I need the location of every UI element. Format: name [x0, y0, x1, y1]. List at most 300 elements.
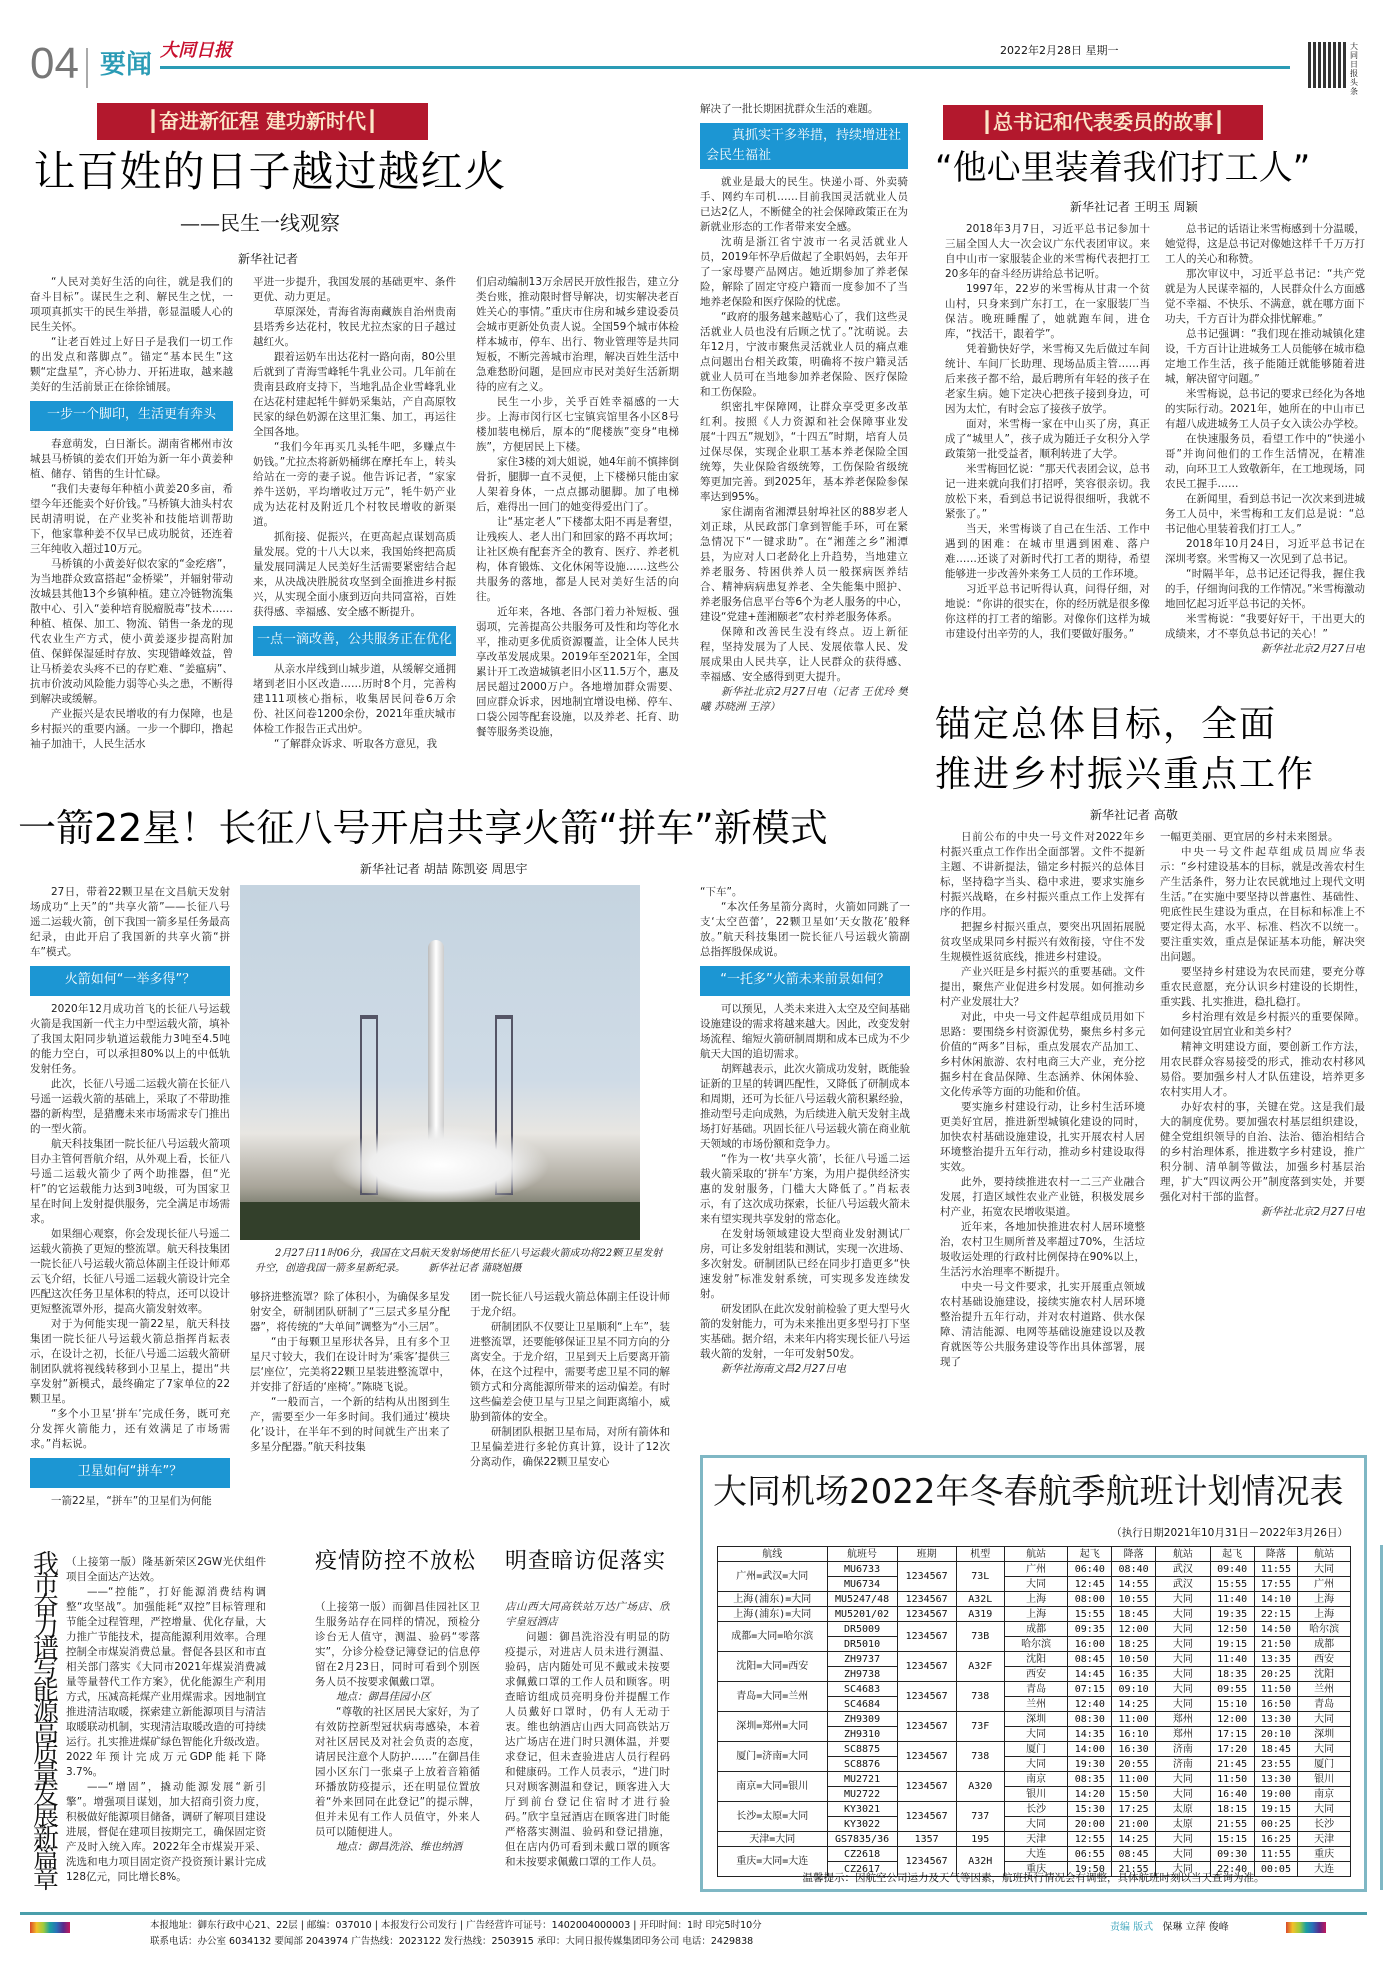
departure-cell: 09:40	[1210, 1562, 1254, 1577]
byline: 新华社记者 王明玉 周颖	[1070, 200, 1198, 214]
qr-code-icon[interactable]	[1308, 42, 1346, 88]
flight-table	[717, 1546, 1351, 1877]
station-cell: 成都	[1298, 1637, 1351, 1652]
flight-number-cell: MU2721	[827, 1772, 897, 1787]
article-column	[470, 1290, 670, 1530]
paragraph: 家住3楼的刘大姐说，她4年前不慎摔倒骨折，腿脚一直不灵便，上下楼梯只能由家人架着身体，一点点挪动腿脚。加了电梯后，难得出一回门的她变得爱出门了。	[476, 456, 679, 513]
paragraph: 地点：御昌洗浴、维也纳酒	[336, 1841, 462, 1853]
footer-info: 本报地址：御东行政中心21、22层 | 邮编：037010 | 本报发行公司发行 | 广告经营许可证号：1402004000003 | 开印时间：1时 印完5时10分	[150, 1920, 762, 1931]
footer-contact: 联系电话：办公室 6034132 要闻部 2043974 广告热线：2023122 发行热线：2503915 承印：大同日报传媒集团印务公司 电话：2429838	[150, 1936, 754, 1947]
treeline	[240, 1202, 640, 1240]
arrival-cell: 00:05	[1254, 1862, 1298, 1877]
paragraph: 航天科技集团一院长征八号运载火箭项目办主管何晋航介绍，从外观上看，长征八号遥二运载火箭少了两个助推器，但“光杆”的它运载能力达到3吨级，可为国家卫星在时间上发射提供服务，完全满足市场需求。	[30, 1138, 230, 1225]
station-cell: 大同	[1004, 1577, 1068, 1592]
station-cell: 沈阳	[1298, 1667, 1351, 1682]
paragraph: 2020年12月成功首飞的长征八号运载火箭是我国新一代主力中型运载火箭，填补了我国太阳同步轨道运载能力3吨至4.5吨的能力空白，可以承担80%以上的中低轨发射任务。	[30, 1003, 230, 1075]
column-header: 航站	[1004, 1547, 1068, 1562]
color-registration-bar	[1286, 1922, 1326, 1933]
days-cell: 1234567	[897, 1607, 956, 1622]
paragraph: “我们夫妻每年种植小黄姜20多亩，希望今年还能卖个好价钱。”马桥镇大油头村农民胡清明说，在产业奖补和技能培训帮助下，他家靠种姜不仅早已成功脱贫，还连着三年纯收入超过10万元。	[30, 483, 233, 555]
subheadline: ——民生一线观察	[180, 211, 340, 235]
aircraft-cell: 195	[956, 1832, 1004, 1847]
article-column	[505, 1600, 670, 1905]
paragraph: 研制团队不仅要让卫星顺利“上车”，装进整流罩，还要能够保证卫星不同方向的分离安全。于龙介绍，卫星到天上后要离开箭体，在这个过程中，需要考虑卫星不同的解锁方式和分离能源所带来的运动偏差。有时这些偏差会使卫星与卫星之间距离缩小，威胁到箭体的安全。	[470, 1321, 670, 1423]
station-cell: 南京	[1298, 1787, 1351, 1802]
departure-cell: 19:15	[1210, 1637, 1254, 1652]
table-row	[718, 1832, 1351, 1847]
column-header: 航站	[1155, 1547, 1210, 1562]
paragraph: 沈萌是浙江省宁波市一名灵活就业人员，2019年怀孕后做起了全职妈妈，去年开了一家母婴产品网店。她近期参加了养老保险，解除了固定守疫户籍而一度参加不了当地养老保险和医疗保险的忧虑。	[700, 236, 908, 308]
arrival-cell: 18:45	[1112, 1607, 1156, 1622]
aircraft-cell: A320	[956, 1772, 1004, 1802]
paragraph: 乡村治理有效是乡村振兴的重要保障。如何建设宜居宜业和美乡村？	[1160, 1011, 1365, 1038]
paragraph: “一般而言，一个新的结构从出图到生产，需要至少一年多时间。我们通过‘模块化’设计，在半年不到的时间就生产出来了多星分配器。”航天科技集	[250, 1396, 450, 1453]
decorative-bar	[1380, 1545, 1383, 1890]
days-cell: 1234567	[897, 1562, 956, 1592]
station-cell: 大同	[1155, 1592, 1210, 1607]
paragraph: （上接第一版）隆基新荣区2GW光伏组件项目全面达产达效。	[66, 1556, 266, 1583]
paragraph: ——“控能”，打好能源消费结构调整“攻坚战”。加强能耗“双控”目标管理和节能全过程管理，严控增量、优化存量，大力推广节能技术，提高能源利用效率。合理控制全市煤炭消费总量。督促各县区和市直相关部门落实《大同市2021年煤炭消费减量等量替代工作方案》，优化能源生产利用方式，压减高耗煤产业用煤需求。因地制宜推进清洁取暖，探索建立新能源项目与清洁取暖联动机制，实现清洁取暖改造的可持续运行。扎实推进煤矿绿色智能化升级改造。2022年预计完成万元GDP能耗下降3.7%。	[66, 1586, 266, 1778]
station-cell: 长沙	[1298, 1817, 1351, 1832]
departure-cell: 17:20	[1210, 1742, 1254, 1757]
station-cell: 大同	[1155, 1652, 1210, 1667]
section-subhead: 火箭如何“一举多得”？	[30, 966, 230, 996]
rocket	[428, 940, 444, 1140]
paragraph: 团一院长征八号运载火箭总体副主任设计师于龙介绍。	[470, 1291, 670, 1318]
byline: 新华社记者 高敬	[1090, 808, 1178, 822]
station-cell: 沈阳	[1004, 1652, 1068, 1667]
paragraph: 此次，长征八号遥二运载火箭在长征八号遥一运载火箭的基础上，采取了不带助推器的新构型，是猎鹰未来市场需求专门推出的一型火箭。	[30, 1078, 230, 1135]
station-cell: 天津	[1298, 1832, 1351, 1847]
paragraph: “作为一枚‘共享火箭’，长征八号遥二运载火箭采取的‘拼车’方案，为用户提供经济实惠的发射服务，门槛大大降低了。”肖耘表示，有了这次成功探索，长征八号运载火箭未来有望实现共享发射的常态化。	[700, 1153, 910, 1225]
arrival-cell: 16:30	[1112, 1742, 1156, 1757]
station-cell: 上海	[1298, 1592, 1351, 1607]
paragraph: 从亲水岸线到山城步道，从缓解交通拥堵到老旧小区改造……历时8个月，完善构建111项核心指标，收集居民问卷6万余份、社区问卷1200余份，2021年重庆城市体检工作报告正式出炉。	[253, 663, 456, 735]
flight-number-cell: MU6733	[827, 1562, 897, 1577]
arrival-cell: 10:50	[1112, 1652, 1156, 1667]
paragraph: 凭着勤快好学，米雪梅又先后做过车间统计、车间厂长助理、现场品质主管……再后来孩子都不给，最后聘所有年轻的孩子在老家生病。她下定决心把孩子接到身边，可因为太忙，有时会忘了接孩子放学。	[945, 343, 1150, 415]
departure-cell: 14:35	[1068, 1727, 1112, 1742]
route-cell: 深圳=郑州=大同	[718, 1712, 828, 1742]
departure-cell: 08:35	[1068, 1772, 1112, 1787]
column-banner: ┃奋进新征程 建功新时代┃	[97, 103, 428, 140]
station-cell: 兰州	[1298, 1682, 1351, 1697]
station-cell: 大同	[1155, 1682, 1210, 1697]
dateline: 新华社北京2月27日电	[1260, 1206, 1365, 1218]
headline-line: 锚定总体目标，全面	[935, 704, 1278, 745]
departure-cell: 18:15	[1210, 1802, 1254, 1817]
departure-cell: 06:40	[1068, 1562, 1112, 1577]
section-subhead: 一步一个脚印，生活更有奔头	[30, 401, 233, 431]
arrival-cell: 11:50	[1254, 1682, 1298, 1697]
section-subhead: “一托多”火箭未来前景如何？	[700, 966, 910, 996]
station-cell: 大同	[1155, 1607, 1210, 1622]
departure-cell: 22:40	[1210, 1862, 1254, 1877]
station-cell: 哈尔滨	[1298, 1622, 1351, 1637]
station-cell: 上海	[1004, 1592, 1068, 1607]
arrival-cell: 14:50	[1254, 1622, 1298, 1637]
station-cell: 大同	[1155, 1847, 1210, 1862]
station-cell: 上海	[1298, 1607, 1351, 1622]
departure-cell: 11:50	[1210, 1772, 1254, 1787]
paragraph: 跟着运奶车出达花村一路向南，80公里后就到了青海雪峰牦牛乳业公司。几年前在贵南县政府支持下，当地乳品企业雪峰乳业在达花村建起牦牛鲜奶采集站，产自高原牧民家的绿色奶源在这里汇集、加工，再运往全国各地。	[253, 351, 456, 438]
flight-number-cell: ZH9310	[827, 1727, 897, 1742]
headline[interactable]: 一箭22星！长征八号开启共享火箭“拼车”新模式	[18, 806, 828, 850]
paragraph: （上接第一版）而御昌佳园社区卫生服务站存在同样的情况，预检分诊台无人值守，测温、验码“零落实”，分诊分检登记簿登记的信息停留在2月23日，同时可看到个别医务人员不按要求佩戴口罩。	[315, 1601, 480, 1688]
departure-cell: 14:20	[1068, 1787, 1112, 1802]
route-cell: 南京=大同=银川	[718, 1772, 828, 1802]
paragraph: “下车”。	[700, 886, 743, 898]
station-cell: 哈尔滨	[1004, 1637, 1068, 1652]
paragraph: 1997年，22岁的米雪梅从甘肃一个贫山村，只身来到广东打工，在一家服装厂当保洁。晚班睡醒了，她就跑车间，进仓库，“找活干，跟着学”。	[945, 283, 1150, 340]
dateline: 新华社北京2月27日电（记者 王优玲 樊曦 苏晓洲 王淳）	[700, 686, 908, 713]
article-column	[476, 275, 679, 765]
paragraph: 抓衔接、促振兴，在更高起点谋划高质量发展。党的十八大以来，我国始终把高质量发展同满足人民美好生活需要紧密结合起来，从决战决胜脱贫攻坚到全面推进乡村振兴，从实现全面小康到迈向共同富裕，百姓获得感、幸福感、安全感不断提升。	[253, 531, 456, 618]
departure-cell: 20:00	[1068, 1817, 1112, 1832]
station-cell: 大同	[1298, 1712, 1351, 1727]
header-rule	[160, 66, 1290, 69]
column-banner: ┃总书记和代表委员的故事┃	[943, 105, 1263, 140]
caption-text: 2月27日11时06分，我国在文昌航天发射场使用长征八号运载火箭成功将22颗卫星发射升空，创造我国一箭多星新纪录。	[255, 1248, 663, 1274]
station-cell: 太原	[1155, 1802, 1210, 1817]
flight-number-cell: SC4683	[827, 1682, 897, 1697]
article-column	[940, 830, 1145, 1395]
departure-cell: 15:30	[1068, 1802, 1112, 1817]
station-cell: 南京	[1004, 1772, 1068, 1787]
headline-right[interactable]: 明查暗访促落实	[505, 1549, 667, 1574]
paragraph: “人民对美好生活的向往，就是我们的奋斗目标”。谋民生之利、解民生之忧，一项项真抓实干的民生举措，彰显温暖人心的民生关怀。	[30, 276, 233, 333]
column-header: 机型	[956, 1547, 1004, 1562]
arrival-cell: 17:25	[1112, 1802, 1156, 1817]
section-subhead: 卫星如何“拼车”？	[30, 1458, 230, 1488]
article-column	[253, 275, 456, 765]
column-header: 降落	[1254, 1547, 1298, 1562]
flight-schedule-box	[700, 1455, 1367, 1892]
aircraft-cell: 73F	[956, 1712, 1004, 1742]
aircraft-cell: 73L	[956, 1562, 1004, 1592]
departure-cell: 12:45	[1068, 1577, 1112, 1592]
table-row	[718, 1592, 1351, 1607]
byline: 新华社记者	[238, 252, 299, 266]
departure-cell: 11:40	[1210, 1592, 1254, 1607]
paragraph: 一箭22星，“拼车”的卫星们为何能	[51, 1495, 212, 1507]
departure-cell: 09:55	[1210, 1682, 1254, 1697]
column-header: 航线	[718, 1547, 828, 1562]
table-row	[718, 1847, 1351, 1862]
column-header: 起飞	[1068, 1547, 1112, 1562]
arrival-cell: 22:15	[1254, 1607, 1298, 1622]
flight-number-cell: CZ2617	[827, 1862, 897, 1877]
paragraph: 问题：御昌洗浴没有明显的防疫提示，对进店人员未进行测温、验码，店内随处可见不戴或未按要求佩戴口罩的工作人员和顾客。明查暗访组成员亮明身份并提醒工作人员戴好口罩时，仍有人无动于衷。维也纳酒店山西大同高铁站万达广场店在进门时只测体温，并要求登记，但未查验进店人员行程码和健康码。工作人员表示，“进门时只对顾客测温和登记，顾客进入大厅到前台登记住宿时才进行验码。”欣宇皇冠酒店在顾客进门时能严格落实测温、验码和登记措施，但在店内仍可看到未戴口罩的顾客和未按要求佩戴口罩的工作人员。	[505, 1631, 670, 1868]
route-cell: 长沙=太原=大同	[718, 1802, 828, 1832]
station-cell: 大同	[1298, 1562, 1351, 1577]
station-cell: 大同	[1155, 1622, 1210, 1637]
flight-number-cell: ZH9309	[827, 1712, 897, 1727]
section-subhead: 真抓实干多举措，持续增进社会民生福祉	[700, 123, 908, 169]
departure-cell: 17:15	[1210, 1727, 1254, 1742]
station-cell: 成都	[1004, 1622, 1068, 1637]
arrival-cell: 09:10	[1112, 1682, 1156, 1697]
paragraph: 在发射场领域建设大型商业发射测试厂房，可让多发射组装和测试，实现一次进场、多次射发。研制团队已经在同步打造更多“快速发射”标准发射系统，可实现多发连续发射。	[700, 1228, 910, 1300]
paragraph: 总书记强调：“我们现在推动城镇化建设，千方百计让进城务工人员能够在城市稳定地工作生活，孩子能随迁就能够随着进城，解决留守问题。”	[1165, 328, 1365, 385]
station-cell: 上海	[1004, 1607, 1068, 1622]
departure-cell: 18:35	[1210, 1667, 1254, 1682]
aircraft-cell: 73B	[956, 1622, 1004, 1652]
departure-cell: 08:45	[1068, 1652, 1112, 1667]
color-registration-bar	[30, 1922, 70, 1933]
paragraph: “多个小卫星‘拼车’完成任务，既可充分发挥火箭能力，还有效满足了市场需求。”肖耘说。	[30, 1408, 230, 1450]
paper-logo: 大同日报	[160, 40, 232, 61]
paragraph: 产业振兴是农民增收的有力保障，也是乡村振兴的重要内涵。一步一个脚印，撸起袖子加油干，人民生活水	[30, 708, 233, 750]
paragraph: “让老百姓过上好日子是我们一切工作的出发点和落脚点”。锚定“基本民生”这颗“定盘星”，齐心协力、开拓进取，越来越美好的生活前景正在徐徐铺展。	[30, 336, 233, 393]
table-row	[718, 1712, 1351, 1727]
arrival-cell: 13:35	[1254, 1652, 1298, 1667]
departure-cell: 08:30	[1068, 1712, 1112, 1727]
station-cell: 广州	[1298, 1577, 1351, 1592]
arrival-cell: 17:55	[1254, 1577, 1298, 1592]
station-cell: 兰州	[1004, 1697, 1068, 1712]
departure-cell: 12:40	[1068, 1697, 1112, 1712]
flight-number-cell: ZH9738	[827, 1667, 897, 1682]
arrival-cell: 11:55	[1254, 1562, 1298, 1577]
departure-cell: 15:55	[1068, 1607, 1112, 1622]
station-cell: 郑州	[1155, 1712, 1210, 1727]
paragraph: 米雪梅说，总书记的要求已经化为各地的实际行动。2021年，她所在的中山市已有超八成进城务工人员子女入读公办学校。	[1165, 388, 1365, 430]
arrival-cell: 20:10	[1254, 1727, 1298, 1742]
paragraph: 当天，米雪梅谈了自己在生活、工作中遇到的困难：在城市里遇到困难、落户难……还谈了对新时代打工者的期待，希望能够进一步改善外来务工人员的工作环境。	[945, 523, 1150, 580]
arrival-cell: 11:00	[1112, 1772, 1156, 1787]
vertical-headline[interactable]: 我市奋力谱写能源高质量发展新篇章	[32, 1550, 59, 1895]
aircraft-cell: 737	[956, 1802, 1004, 1832]
column-header: 起飞	[1210, 1547, 1254, 1562]
station-cell: 大同	[1155, 1697, 1210, 1712]
paragraph: 在新闻里，看到总书记一次次来到进城务工人员中，米雪梅和工友们总是说：“总书记他心里装着我们打工人。”	[1165, 493, 1365, 535]
days-cell: 1357	[897, 1832, 956, 1847]
paragraph: “时隔半年，总书记还记得我，握住我的手，仔细询问我的工作情况。”米雪梅激动地回忆起习近平总书记的关怀。	[1165, 568, 1365, 610]
station-cell: 济南	[1155, 1757, 1210, 1772]
station-cell: 深圳	[1298, 1727, 1351, 1742]
departure-cell: 15:10	[1210, 1697, 1254, 1712]
station-cell: 大同	[1004, 1757, 1068, 1772]
station-cell: 青岛	[1004, 1682, 1068, 1697]
departure-cell: 09:35	[1068, 1622, 1112, 1637]
flight-number-cell: ZH9737	[827, 1652, 897, 1667]
arrival-cell: 23:55	[1254, 1757, 1298, 1772]
arrival-cell: 14:25	[1112, 1697, 1156, 1712]
paragraph: 面对，米雪梅一家在中山买了房，真正成了“城里人”，孩子成为随迁子女积分入学政策第一批受益者，顺利转进了大学。	[945, 418, 1150, 460]
paragraph: 近年来，各地加快推进农村人居环境整治，农村卫生厕所普及率超过70%，生活垃圾收运处理的行政村比例保持在90%以上，生活污水治理率不断提升。	[940, 1221, 1145, 1278]
article-column	[1165, 222, 1365, 687]
paragraph: 地点：御昌佳园小区	[336, 1691, 431, 1703]
route-cell: 重庆=大同=大连	[718, 1847, 828, 1877]
table-note: 温馨提示：因航空公司运力及天气等因素，航班执行情况会有调整，具体航班时刻以当天查询为准。	[802, 1872, 1265, 1884]
station-cell: 大同	[1298, 1802, 1351, 1817]
page-number: 04	[30, 39, 79, 88]
arrival-cell: 14:10	[1254, 1592, 1298, 1607]
station-cell: 西安	[1298, 1652, 1351, 1667]
paragraph: 近年来，各地、各部门着力补短板、强弱项，完善提高公共服务可及性和均等化水平，推动更多优质资源覆盖，让全体人民共享改革发展成果。2019年至2021年，全国累计开工改造城镇老旧小区11.5万个，惠及居民超过2000万户。各地增加群众需要、回应群众诉求，因地制宜增设电梯、停车、口袋公园等配套设施，以及养老、托育、助餐等服务类设施，	[476, 606, 679, 738]
days-cell: 1234567	[897, 1592, 956, 1607]
paragraph: 总书记的话语让米雪梅感到十分温暖，她觉得，这是总书记对像她这样千千万万打工人的关心和称赞。	[1165, 223, 1365, 265]
article-column	[1160, 830, 1365, 1395]
arrival-cell: 10:55	[1112, 1592, 1156, 1607]
arrival-cell: 21:00	[1112, 1817, 1156, 1832]
station-cell: 大同	[1004, 1817, 1068, 1832]
headline[interactable]	[935, 700, 1365, 800]
arrival-cell: 13:30	[1254, 1772, 1298, 1787]
station-cell: 青岛	[1298, 1697, 1351, 1712]
arrival-cell: 08:40	[1112, 1562, 1156, 1577]
table-row	[718, 1802, 1351, 1817]
editor-names: 保琳 立萍 俊峰	[1162, 1922, 1229, 1933]
qr-label: 大同日报头条	[1350, 42, 1358, 96]
station-cell: 大连	[1298, 1862, 1351, 1877]
paragraph: 办好农村的事，关键在党。这是我们最大的制度优势。要加强农村基层组织建设，健全党组织领导的自治、法治、德治相结合的乡村治理体系，推进数字乡村建设，推广积分制、清单制等做法，加强乡村基层治理，扩大“四议两公开”制度落到实处，并要强化对村干部的监督。	[1160, 1101, 1365, 1203]
flight-number-cell: DR5009	[827, 1622, 897, 1637]
paragraph: “尊敬的社区居民大家好，为了有效防控新型冠状病毒感染，本着对社区居民及对社会负责的态度，请居民注意个人防护……”在御昌佳园小区东门一张桌子上放着音箱循环播放防疫提示，还在明显位置放着“外来回同在此登记”的提示牌，但并未见有工作人员值守，外来人员可以随便进人。	[315, 1706, 480, 1838]
paragraph: 米雪梅回忆说：“那天代表团会议，总书记一进来就向我们打招呼，笑容很亲切。我放松下来，看到总书记说得很细听，我就不紧张了。”	[945, 463, 1150, 520]
paragraph: “我们今年再买几头牦牛吧，多赚点牛奶钱。”尤拉杰将新奶桶绑在摩托车上，转头给站在一旁的妻子说。他告诉记者，“家家养牛送奶，平均增收过万元”，牦牛奶产业成为达花村及附近几个村牧民增收的新渠道。	[253, 441, 456, 528]
photo-caption	[255, 1246, 665, 1276]
station-cell: 深圳	[1004, 1712, 1068, 1727]
paragraph: 春意萌发，白日渐长。湖南省郴州市汝城县马桥镇的姜农们开始为新一年小黄姜种植、储存、销售的生计忙碌。	[30, 438, 233, 480]
dateline: 新华社海南文昌2月27日电	[721, 1363, 847, 1375]
station-cell: 重庆	[1004, 1862, 1068, 1877]
aircraft-cell: A32F	[956, 1652, 1004, 1682]
paragraph: 织密扎牢保障网，让群众享受更多改革红利。按照《人力资源和社会保障事业发展“十四五”规划》，“十四五”时期，培育人员过保尽保，实现企业职工基本养老保险全国统筹，失业保险省级统筹，工伤保险省级统筹更加完善。到2025年，基本养老保险参保率达到95%。	[700, 401, 908, 503]
arrival-cell: 16:25	[1254, 1832, 1298, 1847]
arrival-cell: 19:00	[1254, 1787, 1298, 1802]
departure-cell: 06:55	[1068, 1847, 1112, 1862]
article-column	[315, 1600, 480, 1905]
arrival-cell: 08:45	[1112, 1847, 1156, 1862]
paragraph: 2018年3月7日，习近平总书记参加十三届全国人大一次会议广东代表团审议。来自中山市一家服装企业的米雪梅代表把打工20多年的奋斗经历讲给总书记听。	[945, 223, 1150, 280]
paragraph: 一幅更美丽、更宜居的乡村未来图景。	[1160, 831, 1339, 843]
paragraph: 研制团队根据卫星布局，对所有箭体和卫星偏差进行多轮仿真计算，设计了12次分离动作，确保22颗卫星安心	[470, 1426, 670, 1468]
paragraph: 习近平总书记听得认真，问得仔细，对地说：“你讲的很实在，你的经历就是很多像你这样的打工者的缩影。对像你们这样为城市建设付出辛劳的人，我们要做好服务。”	[945, 583, 1150, 640]
footer-rule	[20, 1912, 1367, 1915]
arrival-cell: 00:25	[1254, 1817, 1298, 1832]
paragraph: 要坚持乡村建设为农民而建，要充分尊重农民意愿，充分认识乡村建设的长期性，重实践、扎实推进，稳扎稳打。	[1160, 966, 1365, 1008]
rocket-launch-photo[interactable]	[240, 885, 640, 1240]
arrival-cell: 11:00	[1112, 1712, 1156, 1727]
paragraph: 日前公布的中央一号文件对2022年乡村振兴重点工作作出全面部署。文件不提新主题、不讲新提法，锚定乡村振兴的总体目标，坚持稳字当头、稳中求进，要求实施乡村振兴战略，在乡村振兴重点工作上发挥有序的作用。	[940, 831, 1145, 918]
station-cell: 郑州	[1155, 1727, 1210, 1742]
arrival-cell: 19:15	[1254, 1802, 1298, 1817]
issue-date: 2022年2月28日 星期一	[1000, 44, 1119, 57]
paragraph: 中央一号文件起草组成员周应华表示：“乡村建设基本的目标，就是改善农村生产生活条件，努力让农民就地过上现代文明生活。”在实施中要坚持以普惠性、基础性、兜底性民生建设为重点，在目标和标准上不要定得太高，水平、标准、档次不以统一。要注重实效，重点是保证基本功能，解决突出问题。	[1160, 846, 1365, 963]
smoke	[330, 1125, 550, 1205]
arrival-cell: 13:30	[1254, 1712, 1298, 1727]
paragraph: “由于每颗卫星形状各异，且有多个卫星尺寸较大，我们在设计时为‘乘客’提供三层‘座位’，完美将22颗卫星装进整流罩中，并安排了舒适的‘座椅’。”陈晓飞说。	[250, 1336, 450, 1393]
article-column	[30, 275, 233, 765]
table-row	[718, 1682, 1351, 1697]
paragraph: 可以预见，人类未来进入太空及空间基础设施建设的需求将越来越大。因此，改变发射场流程、缩短火箭研制周期和成本已成为不少航天大国的追切需求。	[700, 1003, 910, 1060]
flight-number-cell: KY3022	[827, 1817, 897, 1832]
article-column	[30, 885, 230, 1535]
paragraph: 解决了一批长期困扰群众生活的难题。	[700, 103, 879, 115]
departure-cell: 16:00	[1068, 1637, 1112, 1652]
paragraph: 够挤进整流罩？除了体积小，为确保多星发射安全，研制团队研制了“三层式多星分配器”，将传统的“大单间”调整为“小三居”。	[250, 1291, 450, 1333]
departure-cell: 09:30	[1210, 1847, 1254, 1862]
paragraph: 米雪梅说：“我要好好干，干出更大的成绩来，才不辜负总书记的关心！”	[1165, 613, 1365, 640]
route-cell: 成都=大同=哈尔滨	[718, 1622, 828, 1652]
paragraph: 对于为何能实现一箭22星，航天科技集团一院长征八号运载火箭总指挥肖耘表示，在设计之初，长征八号遥二运载火箭研制团队就将视线转移到小卫星上，提出“共享发射”新模式，最终确定了7家单位的22颗卫星。	[30, 1318, 230, 1405]
arrival-cell: 16:10	[1112, 1727, 1156, 1742]
flight-number-cell: MU2722	[827, 1787, 897, 1802]
flight-number-cell: MU5201/02	[827, 1607, 897, 1622]
route-cell: 广州=武汉=大同	[718, 1562, 828, 1592]
article-column	[700, 102, 908, 765]
station-cell: 大同	[1155, 1772, 1210, 1787]
arrival-cell: 20:55	[1112, 1757, 1156, 1772]
table-row	[718, 1562, 1351, 1577]
arrival-cell: 12:00	[1112, 1622, 1156, 1637]
headline[interactable]: “他心里装着我们打工人”	[935, 148, 1311, 188]
column-header: 航班号	[827, 1547, 897, 1562]
paragraph: 胡辉越表示，此次火箭成功发射，既能验证新的卫星的转调匹配性，又降低了研制成本和周期，还可为长征八号运载火箭积累经验，推动型号走向成熟，为后续进入航天发射主战场打好基础。巩固长征八号运载火箭在商业航天领域的市场份额和竞争力。	[700, 1063, 910, 1150]
departure-cell: 19:50	[1068, 1862, 1112, 1877]
days-cell: 1234567	[897, 1652, 956, 1682]
station-cell: 广州	[1004, 1562, 1068, 1577]
flight-number-cell: SC4684	[827, 1697, 897, 1712]
days-cell: 1234567	[897, 1622, 956, 1652]
paragraph: 民生一小步，关乎百姓幸福感的一大步。上海市闵行区七宝镇宾馆里各小区8号楼加装电梯后，原本的“爬楼族”变身“电梯族”，方便居民上下楼。	[476, 396, 679, 453]
departure-cell: 21:45	[1210, 1757, 1254, 1772]
station-cell: 天津	[1004, 1832, 1068, 1847]
station-cell: 银川	[1298, 1772, 1351, 1787]
station-cell: 重庆	[1298, 1847, 1351, 1862]
departure-cell: 12:55	[1068, 1832, 1112, 1847]
paragraph: 要实施乡村建设行动，让乡村生活环境更美好宜居，推进新型城镇化建设的同时，加快农村基础设施建设，扎实开展农村人居环境整治提升五年行动，推动乡村建设取得实效。	[940, 1101, 1145, 1173]
station-cell: 西安	[1004, 1667, 1068, 1682]
flight-number-cell: GS7835/36	[827, 1832, 897, 1847]
station-cell: 太原	[1155, 1817, 1210, 1832]
column-header: 航站	[1298, 1547, 1351, 1562]
arrival-cell: 14:55	[1112, 1577, 1156, 1592]
flight-number-cell: MU6734	[827, 1577, 897, 1592]
paragraph: 就业是最大的民生。快递小哥、外卖骑手、网约车司机……目前我国灵活就业人员已达2亿人，不断健全的社会保障政策正在为新就业形态的工作者带来安全感。	[700, 176, 908, 233]
aircraft-cell: A32H	[956, 1847, 1004, 1877]
paragraph: 平进一步提升，我国发展的基础更牢、条件更优、动力更足。	[253, 276, 456, 303]
station-cell: 济南	[1155, 1742, 1210, 1757]
flight-number-cell: CZ2618	[827, 1847, 897, 1862]
table-row	[718, 1742, 1351, 1757]
route-cell: 天津=大同	[718, 1832, 828, 1847]
headline[interactable]: 让百姓的日子越过越红火	[33, 147, 507, 196]
paragraph: 们启动编制13万余居民开放性报告，建立分类台账，推动限时督导解决，切实解决老百姓关心的事情。”重庆市住房和城乡建设委员会城市更新处负责人说。全国59个城市体检样本城市，停车、出行、物业管理等是共同短板，不断完善城市治理，解决百姓生活中急难愁盼问题，是回应市民对美好生活新期待的应有之义。	[476, 276, 679, 393]
station-cell: 厦门	[1298, 1757, 1351, 1772]
paragraph: 那次审议中，习近平总书记：“共产党就是为人民谋幸福的，人民群众什么方面感觉不幸福、不快乐、不满意，就在哪方面下功夫，千方百计为群众排忧解难。”	[1165, 268, 1365, 325]
days-cell: 1234567	[897, 1742, 956, 1772]
paragraph: 中央一号文件要求，扎实开展重点领域农村基础设施建设，接续实施农村人居环境整治提升五年行动，并对农村道路、供水保障、清洁能源、电网等基础设施建设以及教育就医等公共服务建设等作出具体部署，展现了	[940, 1281, 1145, 1368]
column-header: 班期	[897, 1547, 956, 1562]
paragraph: 此外，要持续推进农村一二三产业融合发展，打造区域性农业产业链，积极发展乡村产业，拓宽农民增收渠道。	[940, 1176, 1145, 1218]
table-row	[718, 1652, 1351, 1667]
paragraph: 2018年10月24日，习近平总书记在深圳考察。米雪梅又一次见到了总书记。	[1165, 538, 1365, 565]
departure-cell: 08:00	[1068, 1592, 1112, 1607]
table-row	[718, 1772, 1351, 1787]
paragraph: 店山西大同高铁站万达广场店、欣宇皇冠酒店	[505, 1601, 670, 1628]
paragraph: 把握乡村振兴重点，要突出巩固拓展脱贫攻坚成果同乡村振兴有效衔接，守住不发生规模性返贫底线，推进乡村建设。	[940, 921, 1145, 963]
headline-left[interactable]: 疫情防控不放松	[315, 1549, 477, 1574]
station-cell: 武汉	[1155, 1562, 1210, 1577]
article-column	[945, 222, 1150, 687]
route-cell: 厦门=济南=大同	[718, 1742, 828, 1772]
route-cell: 上海(浦东)=大同	[718, 1607, 828, 1622]
departure-cell: 12:50	[1210, 1622, 1254, 1637]
aircraft-cell: 738	[956, 1682, 1004, 1712]
